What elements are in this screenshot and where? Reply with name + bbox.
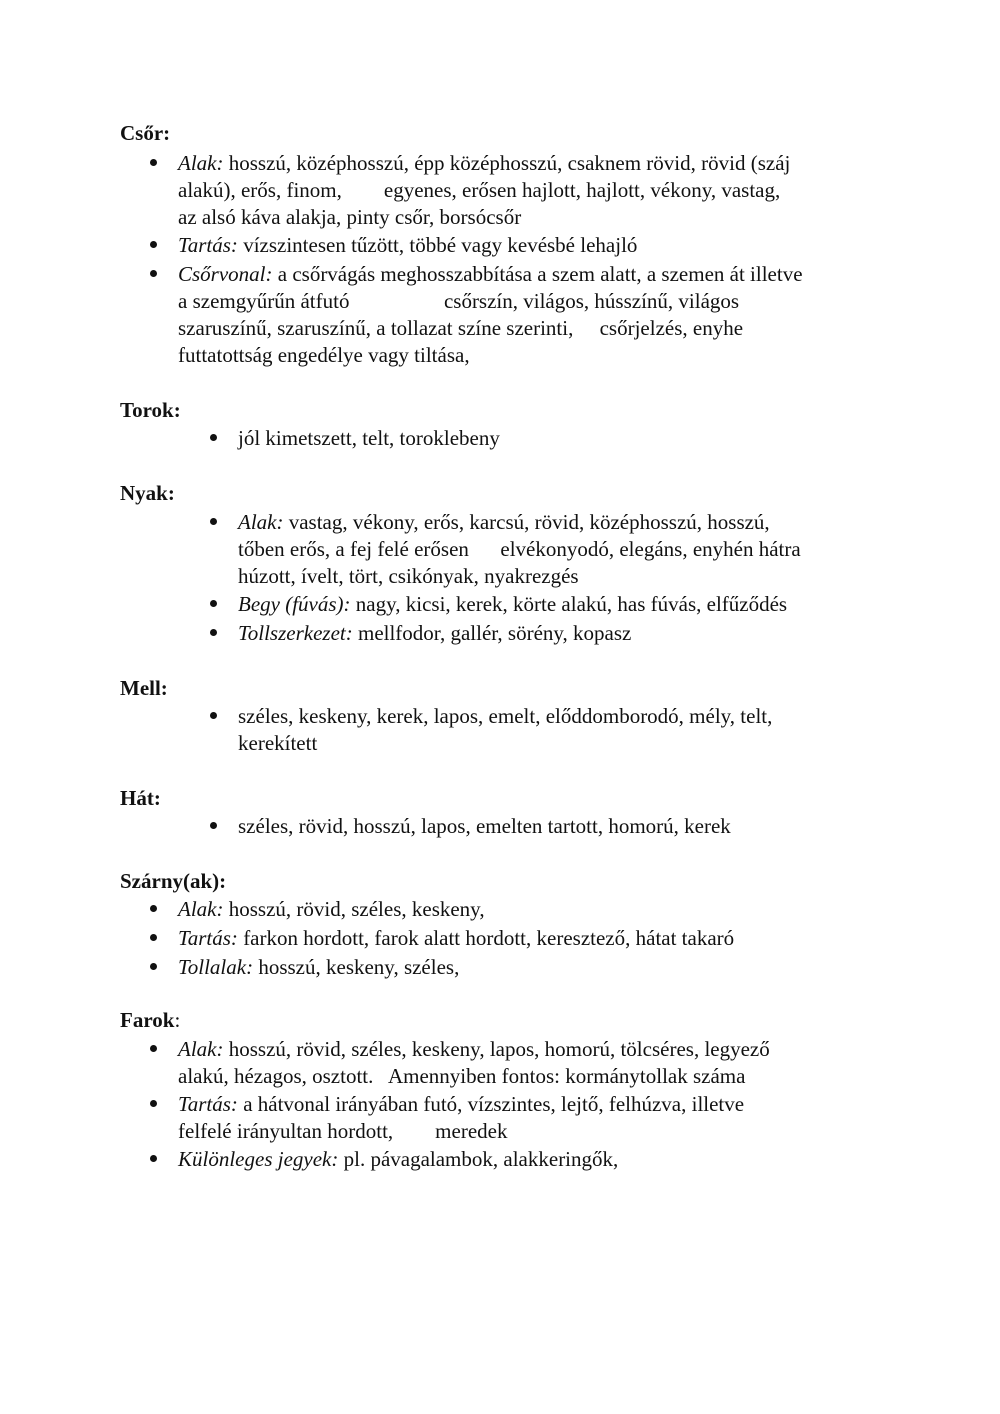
item-text: a szemgyűrűn átfutó csőrszín, világos, hússzínű, világos [178,289,740,313]
item-text: vastag, vékony, erős, karcsú, rövid, középhosszú, hosszú, [283,510,770,534]
bullet-icon [210,822,217,829]
item-text: a hátvonal irányában futó, vízszintes, lejtő, felhúzva, illetve [237,1092,745,1116]
list-item [178,925,734,951]
item-text: tőben erős, a fej felé erősen elvékonyodó, elegáns, enyhén hátra [238,537,801,561]
list-item [238,620,631,646]
list-item [178,232,637,258]
item-text: alakú), erős, finom, egyenes, erősen hajlott, hajlott, vékony, vastag, [178,178,781,202]
item-text: szaruszínű, szaruszínű, a tollazat színe szerinti, csőrjelzés, enyhe [178,316,744,340]
item-text: vízszintesen tűzött, többé vagy kevésbé lehajló [237,233,638,257]
item-label: Csőrvonal: [178,262,273,286]
bullet-icon [150,1045,157,1052]
item-label: Alak: [238,510,284,534]
section-heading-hat: Hát: [120,786,161,810]
item-text: kerekített [238,731,318,755]
item-text: pl. pávagalambok, alakkeringők, [338,1147,619,1171]
item-text: hosszú, rövid, széles, keskeny, [223,897,485,921]
item-text: a csőrvágás meghosszabbítása a szem alatt, a szemen át illetve [272,262,803,286]
section-heading-nyak: Nyak: [120,481,175,505]
bullet-icon [210,434,217,441]
list-item [178,150,790,176]
item-text: húzott, ívelt, tört, csikónyak, nyakrezgés [238,564,579,588]
item-text: futtatottság engedélye vagy tiltása, [178,343,470,367]
list-item [238,509,770,535]
bullet-icon [150,1100,157,1107]
item-label: Tartás: [178,926,238,950]
list-item [178,1146,618,1172]
bullet-icon [150,241,157,248]
item-text: az alsó káva alakja, pinty csőr, borsócsőr [178,205,522,229]
bullet-icon [210,712,217,719]
item-text: széles, keskeny, kerek, lapos, emelt, előddomborodó, mély, telt, [238,704,773,728]
bullet-icon [210,600,217,607]
item-text: nagy, kicsi, kerek, körte alakú, has fúvás, elfűződés [350,592,788,616]
heading-suffix: : [174,1008,181,1032]
item-label: Tartás: [178,233,238,257]
section-heading-szarnyak: Szárny(ak): [120,869,227,893]
item-text: farkon hordott, farok alatt hordott, keresztező, hátat takaró [237,926,735,950]
section-heading-csor: Csőr: [120,121,171,145]
section-heading-farok [120,1007,180,1033]
item-label: Tartás: [178,1092,238,1116]
item-label: Különleges jegyek: [178,1147,339,1171]
item-text: felfelé irányultan hordott, meredek [178,1119,508,1143]
item-text: hosszú, középhosszú, épp középhosszú, csaknem rövid, rövid (száj [223,151,791,175]
bullet-icon [210,518,217,525]
bullet-icon [150,934,157,941]
section-heading-torok: Torok: [120,398,181,422]
item-label: Alak: [178,897,224,921]
item-text: alakú, hézagos, osztott. Amennyiben fontos: kormánytollak száma [178,1064,746,1088]
item-text: jól kimetszett, telt, toroklebeny [238,426,500,450]
heading-text: Farok [120,1008,175,1032]
item-text: széles, rövid, hosszú, lapos, emelten tartott, homorú, kerek [238,814,731,838]
list-item [178,896,485,922]
bullet-icon [150,159,157,166]
item-text: hosszú, rövid, széles, keskeny, lapos, homorú, tölcséres, legyező [223,1037,770,1061]
bullet-icon [150,963,157,970]
item-label: Alak: [178,151,224,175]
list-item [238,591,787,617]
item-label: Alak: [178,1037,224,1061]
list-item [178,1091,744,1117]
bullet-icon [210,629,217,636]
item-label: Tollalak: [178,955,254,979]
item-label: Tollszerkezet: [238,621,353,645]
list-item [178,1036,770,1062]
bullet-icon [150,1155,157,1162]
bullet-icon [150,270,157,277]
list-item [178,954,459,980]
list-item [178,261,803,287]
item-text: hosszú, keskeny, széles, [253,955,460,979]
bullet-icon [150,905,157,912]
item-label: Begy (fúvás): [238,592,351,616]
item-text: mellfodor, gallér, sörény, kopasz [352,621,632,645]
section-heading-mell: Mell: [120,676,168,700]
